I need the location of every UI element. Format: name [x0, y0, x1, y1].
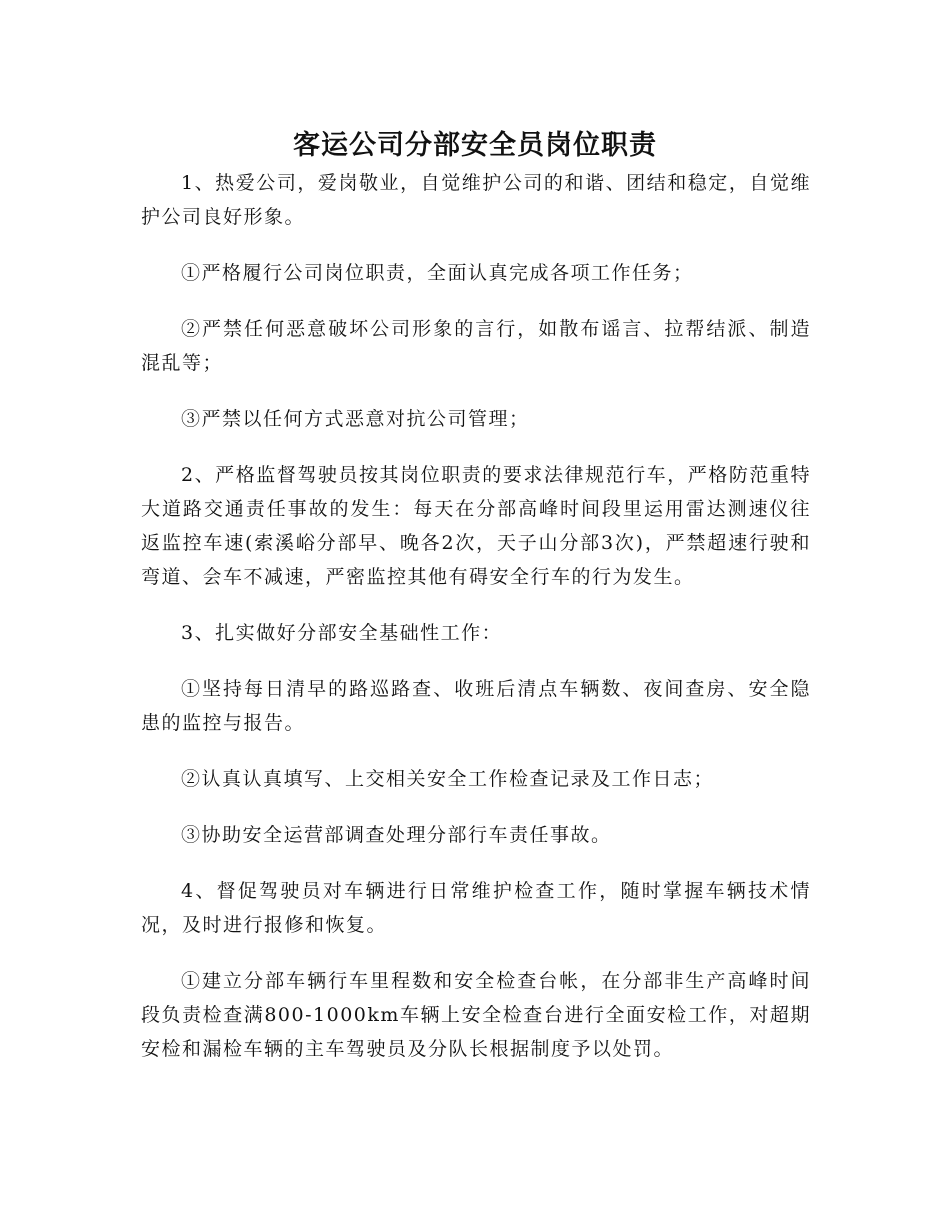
paragraph-1: 1、热爱公司，爱岗敬业，自觉维护公司的和谐、团结和稳定，自觉维护公司良好形象。 — [141, 172, 811, 228]
paragraph-3: 3、扎实做好分部安全基础性工作： — [181, 622, 503, 644]
paragraph-3-item-1: ①坚持每日清早的路巡路查、收班后清点车辆数、夜间查房、安全隐患的监控与报告。 — [141, 678, 811, 734]
document-body — [141, 166, 811, 1088]
paragraph-1-item-3: ③严禁以任何方式恶意对抗公司管理； — [181, 408, 530, 430]
document-title: 客运公司分部安全员岗位职责 — [293, 130, 657, 162]
paragraph-3-item-2: ②认真认真填写、上交相关安全工作检查记录及工作日志； — [181, 768, 715, 790]
paragraph-1-item-2: ②严禁任何恶意破坏公司形象的言行，如散布谣言、拉帮结派、制造混乱等； — [141, 318, 811, 374]
paragraph-3-item-3: ③协助安全运营部调查处理分部行车责任事故。 — [181, 824, 612, 846]
paragraph-4: 4、督促驾驶员对车辆进行日常维护检查工作，随时掌握车辆技术情况，及时进行报修和恢复。 — [141, 880, 811, 936]
paragraph-1-item-1: ①严格履行公司岗位职责，全面认真完成各项工作任务； — [181, 262, 694, 284]
paragraph-2: 2、严格监督驾驶员按其岗位职责的要求法律规范行车，严格防范重特大道路交通责任事故的发生：每天在分部高峰时间段里运用雷达测速仪往返监控车速(索溪峪分部早、晚各2次，天子山分部3次)，严禁超速行驶和弯道、会车不减速，严密监控其他有碍安全行车的行为发生。 — [141, 464, 811, 588]
paragraph-4-item-1: ①建立分部车辆行车里程数和安全检查台帐，在分部非生产高峰时间段负责检查满800-1000km车辆上安全检查台进行全面安检工作，对超期安检和漏检车辆的主车驾驶员及分队长根据制度予以处罚。 — [141, 970, 811, 1060]
